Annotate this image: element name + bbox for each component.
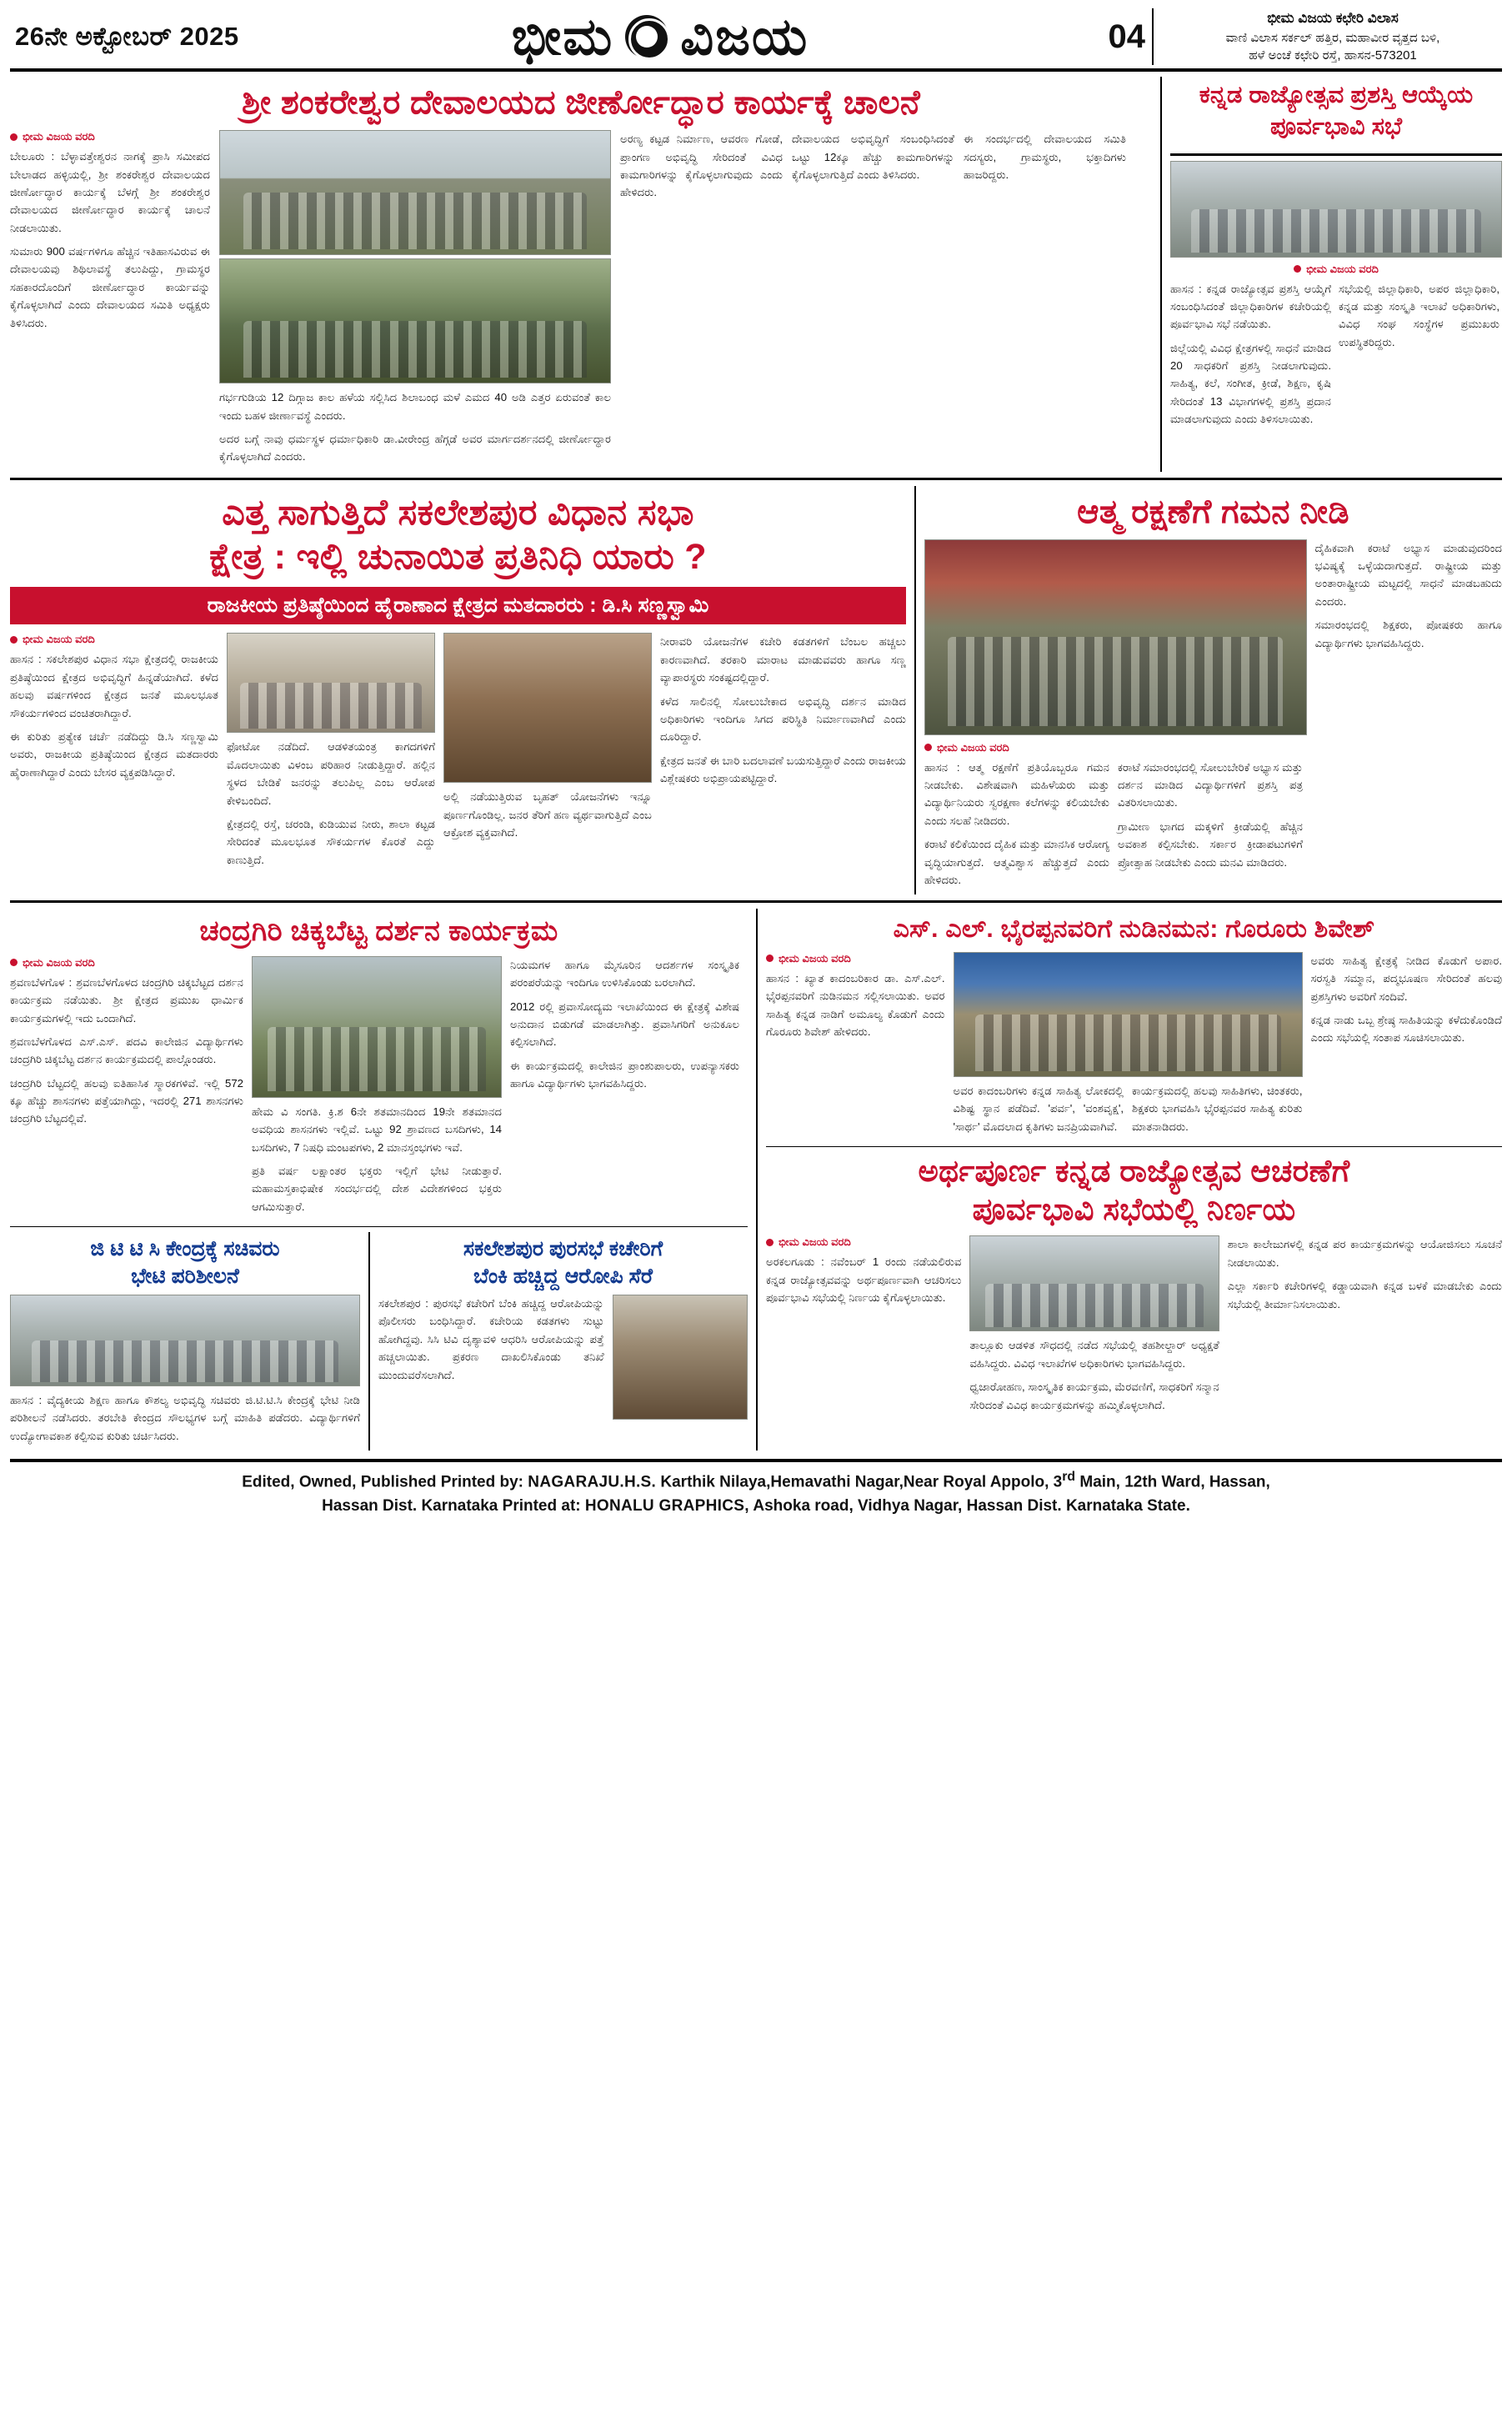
sakleshpur-c2: ಫೋಟೋ ನಡೆದಿದೆ. ಆಡಳಿತಯಂತ್ರ ಕಾಗದಗಳಿಗೆ ಮೊದಲಾಯಿತು ವಿಳಂಬ ಪರಿಹಾರ ನೀಡುತ್ತಿದ್ದಾರೆ. ಹಲ್ಲಿನ ಸ್ಥಳದ ಬೇಡಿಕೆ ಜನರನ್ನು ತಲುಪಿಲ್ಲ ಎಂಬ ಆರೋಪ ಕೇಳಿಬಂದಿದೆ. (227, 740, 435, 807)
kannada-meet-col3 (1228, 1235, 1502, 1313)
arson-text (378, 1295, 604, 1384)
self-defence-col2 (1118, 759, 1303, 871)
chandragiri-c3c: ಈ ಕಾರ್ಯಕ್ರಮದಲ್ಲಿ ಕಾಲೇಜಿನ ಪ್ರಾಂಶುಪಾಲರು, ಉಪನ್ಯಾಸಕರು ಹಾಗೂ ವಿದ್ಯಾರ್ಥಿಗಳು ಭಾಗವಹಿಸಿದ್ದರು. (510, 1059, 739, 1090)
page-number: 04 (1108, 18, 1145, 55)
imprint-line1-post2: Main, 12th Ward, Hassan, (1075, 1473, 1270, 1491)
lead-article (10, 77, 1152, 472)
self-defence-c4: ದೈಹಿಕವಾಗಿ ಕರಾಟೆ ಅಭ್ಯಾಸ ಮಾಡುವುದರಿಂದ ಭವಿಷ್ಯಕ್ಕೆ ಒಳ್ಳೆಯದಾಗುತ್ತದೆ. ರಾಷ್ಟ್ರೀಯ ಮತ್ತು ಅಂತಾರಾಷ್ಟ್ರೀಯ ಮಟ್ಟದಲ್ಲಿ ಸಾಧನೆ ಮಾಡಬಹುದು ಎಂದರು. (1314, 541, 1502, 608)
lead-col5 (964, 130, 1126, 183)
gttc-text (10, 1391, 360, 1445)
kannada-meet-byline (766, 1235, 961, 1249)
arson-arrest-article (368, 1232, 748, 1451)
self-defence-col3 (1315, 539, 1502, 652)
byline-dot-icon (766, 954, 774, 962)
imprint-ordinal-suffix: rd (1062, 1470, 1076, 1485)
printer-name: HONALU GRAPHICS, (584, 1496, 749, 1515)
lead-byline (10, 130, 210, 143)
bhyrappa-col1 (766, 970, 945, 1041)
sakleshpur-headline-line2: ಕ್ಷೇತ್ರ : ಇಲ್ಲಿ ಚುನಾಯಿತ ಪ್ರತಿನಿಧಿ ಯಾರು ? (209, 537, 707, 578)
rajyotsava-col2 (1339, 280, 1499, 352)
sakleshpur-col1 (10, 650, 218, 781)
section-divider-3 (10, 1226, 748, 1227)
chandragiri-article (10, 909, 748, 1451)
arson-headline (378, 1235, 748, 1290)
imprint-line1 (10, 1467, 1502, 1495)
lead-headline: ಶ್ರೀ ಶಂಕರೇಶ್ವರ ದೇವಾಲಯದ ಜೀರ್ಣೋದ್ಧಾರ ಕಾರ್ಯಕ್ಕೆ ಚಾಲನೆ (241, 84, 920, 122)
gttc-article (10, 1232, 360, 1451)
bhyrappa-headline: ಎಸ್. ಎಲ್. ಭೈರಪ್ಪನವರಿಗೆ ನುಡಿನಮನ: ಗೊರೂರು ಶಿವೇಶ್ (893, 915, 1375, 944)
sakleshpur-c3: ಅಲ್ಲಿ ನಡೆಯುತ್ತಿರುವ ಬೃಹತ್ ಯೋಜನೆಗಳು ಇನ್ನೂ ಪೂರ್ಣಗೊಂಡಿಲ್ಲ. ಜನರ ತೆರಿಗೆ ಹಣ ವ್ಯರ್ಥವಾಗುತ್ತಿದೆ ಎಂಬ ಆಕ್ರೋಶ ವ್ಯಕ್ತವಾಗಿದೆ. (443, 790, 652, 839)
byline-dot-icon (1294, 265, 1301, 273)
rajyotsava-col1 (1170, 280, 1331, 428)
bhyrappa-article (766, 914, 1502, 1141)
dc-sannaswamy-portrait (443, 633, 652, 783)
chandragiri-c2: ಹೇಮ ವಿ ಸಂಗತಿ. ಕ್ರಿ.ಶ 6ನೇ ಶತಮಾನದಿಂದ 19ನೇ ಶತಮಾನದ ಅವಧಿಯ ಶಾಸನಗಳು ಇಲ್ಲಿವೆ. ಒಟ್ಟು 92 ಶ್ರಾವಣದ ಬಸದಿಗಳು, 14 ಬಸದಿಗಳು, 7 ನಿಷಧಿ ಮಂಟಪಗಳು, 2 ಮಾನಸ್ತಂಭಗಳು ಇವೆ. (252, 1105, 502, 1154)
self-defence-c3: ಕರಾಟೆ ಕಲಿಕೆಯಿಂದ ದೈಹಿಕ ಮತ್ತು ಮಾನಸಿಕ ಆರೋಗ್ಯ ವೃದ್ಧಿಯಾಗುತ್ತದೆ. ಆತ್ಮವಿಶ್ವಾಸ ಹೆಚ್ಚುತ್ತದೆ ಎಂದು ಹೇಳಿದರು. (924, 838, 1109, 886)
masthead (10, 8, 1502, 72)
sakleshpur-c4: ನೀರಾವರಿ ಯೋಜನೆಗಳ ಕಚೇರಿ ಕಡತಗಳಿಗೆ ಬೆಂಬಲ ಹಚ್ಚಲು ಕಾರಣವಾಗಿದೆ. ತರಕಾರಿ ಮಾರಾಟ ಮಾಡುವವರು ಹಾಗೂ ಸಣ್ಣ ವ್ಯಾಪಾರಸ್ಥರು ಸಂಕಷ್ಟದಲ್ಲಿದ್ದಾರೆ. (660, 635, 906, 684)
gttc-headline (10, 1235, 360, 1290)
chandragiri-byline-text: ಭೀಮ ವಿಜಯ ವರದಿ (23, 955, 95, 969)
kannada-meet-byline-text: ಭೀಮ ವಿಜಯ ವರದಿ (779, 1235, 851, 1249)
chandragiri-c3b: 2012 ರಲ್ಲಿ ಪ್ರವಾಸೋದ್ಯಮ ಇಲಾಖೆಯಿಂದ ಈ ಕ್ಷೇತ್ರಕ್ಕೆ ವಿಶೇಷ ಅನುದಾನ ಬಿಡುಗಡೆ ಮಾಡಲಾಗಿತ್ತು. ಪ್ರವಾಸಿಗರಿಗೆ ಅನುಕೂಲ ಕಲ್ಪಿಸಲಾಗಿದೆ. (510, 1000, 739, 1049)
chandragiri-col1 (10, 974, 243, 1128)
sakleshpur-headline-line1: ಎತ್ತ ಸಾಗುತ್ತಿದೆ ಸಕಲೇಶಪುರ ವಿಧಾನ ಸಭಾ (222, 492, 694, 533)
kannada-meet-c3: ಧ್ವಜಾರೋಹಣ, ಸಾಂಸ್ಕೃತಿಕ ಕಾರ್ಯಕ್ರಮ, ಮೆರವಣಿಗೆ, ಸಾಧಕರಿಗೆ ಸನ್ಮಾನ ಸೇರಿದಂತೆ ವಿವಿಧ ಕಾರ್ಯಕ್ರಮಗಳನ್ನು ಹಮ್ಮಿಕೊಳ್ಳಲಾಗಿದೆ. (969, 1380, 1219, 1411)
sakleshpur-c5: ಕಳೆದ ಸಾಲಿನಲ್ಲಿ ಸೋಲುಬೇಕಾದ ಅಭಿವೃದ್ಧಿ ದರ್ಶನ ಮಾಡಿದ ಅಧಿಕಾರಿಗಳು ಇಂದಿಗೂ ಸಿಗದ ಪರಿಸ್ಥಿತಿ ನಿರ್ಮಾಣವಾಗಿದೆ ಎಂದು ದೂರಿದ್ದಾರೆ. (660, 694, 906, 744)
newspaper-logo-icon (625, 15, 668, 58)
chandragiri-byline (10, 956, 243, 970)
accused-photo (613, 1295, 748, 1420)
karate-award-photo (924, 539, 1307, 735)
bhyrappa-byline-text: ಭೀಮ ವಿಜಯ ವರದಿ (779, 951, 851, 965)
rajyotsava-headline (1170, 80, 1502, 143)
bhyrappa-c5: ಕನ್ನಡ ನಾಡು ಒಬ್ಬ ಶ್ರೇಷ್ಠ ಸಾಹಿತಿಯನ್ನು ಕಳೆದುಕೊಂಡಿದೆ ಎಂದು ಸಭೆಯಲ್ಲಿ ಸಂತಾಪ ಸೂಚಿಸಲಾಯಿತು. (1310, 1013, 1502, 1045)
kannada-meet-headline (766, 1152, 1502, 1230)
rajyotsava-p2: ಜಿಲ್ಲೆಯಲ್ಲಿ ವಿವಿಧ ಕ್ಷೇತ್ರಗಳಲ್ಲಿ ಸಾಧನೆ ಮಾಡಿದ 20 ಸಾಧಕರಿಗೆ ಪ್ರಶಸ್ತಿ ನೀಡಲಾಗುವುದು. ಸಾಹಿತ್ಯ, ಕಲೆ, ಸಂಗೀತ, ಕ್ರೀಡೆ, ಶಿಕ್ಷಣ, ಕೃಷಿ ಸೇರಿದಂತೆ 13 ವಿಭಾಗಗಳಲ್ಲಿ ಪ್ರಶಸ್ತಿ ಪ್ರದಾನ ಮಾಡಲಾಗುವುದು ಎಂದು ತಿಳಿಸಲಾಯಿತು. (1170, 341, 1331, 426)
office-photo (227, 633, 435, 733)
bhyrappa-col2 (954, 1082, 1124, 1135)
sakleshpur-byline-text: ಭೀಮ ವಿಜಯ ವರದಿ (23, 633, 95, 646)
lead-col2-p2: ಅದರ ಬಗ್ಗೆ ನಾವು ಧರ್ಮಸ್ಥಳ ಧರ್ಮಾಧಿಕಾರಿ ಡಾ.ವೀರೇಂದ್ರ ಹೆಗ್ಗಡೆ ಅವರ ಮಾರ್ಗದರ್ಶನದಲ್ಲಿ ಜೀರ್ಣೋದ್ಧಾರ ಕೈಗೊಳ್ಳಲಾಗಿದೆ ಎಂದರು. (219, 432, 611, 463)
lead-col3 (620, 130, 783, 202)
section-divider-1 (10, 478, 1502, 480)
kannada-rajyotsava-article (766, 1152, 1502, 1420)
lead-col2-p1: ಗರ್ಭಗುಡಿಯ 12 ದಿಗ್ಗಾಜ ಕಾಲ ಹಳೆಯ ಸಲ್ಲಿಸಿದ ಶಿಲಾಬಂಧ ಮಳೆ ಎಮದ 40 ಅಡಿ ಎತ್ತರ ಏರುವಂತೆ ಕಾಲ ಇಂದು ಬಹಳ ಜೀರ್ಣಾವಸ್ಥೆ ಎಂದರು. (219, 391, 611, 422)
bhyrappa-col3 (1132, 1082, 1303, 1135)
sakleshpur-c2b: ಕ್ಷೇತ್ರದಲ್ಲಿ ರಸ್ತೆ, ಚರಂಡಿ, ಕುಡಿಯುವ ನೀರು, ಶಾಲಾ ಕಟ್ಟಡ ಸೇರಿದಂತೆ ಮೂಲಭೂತ ಸೌಕರ್ಯಗಳ ಕೊರತೆ ಎದ್ದು ಕಾಣುತ್ತಿದೆ. (227, 817, 435, 866)
lead-col1-p1: ಬೇಲೂರು : ಬೆಳ್ಳಾವತ್ತೇಶ್ವರನ ನಾಗಕ್ಕೆ ಪ್ರಾಸಿ ಸಮೀಪದ ಬೇಲಾಡದ ಹಳ್ಳಿಯಲ್ಲಿ, ಶ್ರೀ ಶಂಕರೇಶ್ವರ ದೇವಾಲಯದ ಜೀರ್ಣೋದ್ಧಾರ ಕಾರ್ಯಕ್ಕೆ ಬೆಳಗ್ಗೆ ಶ್ರೀ ಶಂಕರೇಶ್ವರ ದೇವಾಲಯದ ಜೀರ್ಣೋದ್ಧಾರ ಕಾರ್ಯಕ್ಕೆ ಚಾಲನೆ ನೀಡಲಾಯಿತು. (10, 150, 210, 234)
temple-photo (219, 130, 611, 255)
chandragiri-c2b: ಪ್ರತಿ ವರ್ಷ ಲಕ್ಷಾಂತರ ಭಕ್ತರು ಇಲ್ಲಿಗೆ ಭೇಟಿ ನೀಡುತ್ತಾರೆ. ಮಹಾಮಸ್ತಕಾಭಿಷೇಕ ಸಂದರ್ಭದಲ್ಲಿ ದೇಶ ವಿದೇಶಗಳಿಂದ ಭಕ್ತರು ಆಗಮಿಸುತ್ತಾರೆ. (252, 1164, 502, 1213)
chandragiri-headline: ಚಂದ್ರಗಿರಿ ಚಿಕ್ಕಬೆಟ್ಟ ದರ್ಶನ ಕಾರ್ಯಕ್ರಮ (199, 915, 558, 948)
lead-col3-p1: ಅರಣ್ಯ ಕಟ್ಟಡ ನಿರ್ಮಾಣ, ಆವರಣ ಗೋಡೆ, ಪ್ರಾಂಗಣ ಅಭಿವೃದ್ಧಿ ಸೇರಿದಂತೆ ವಿವಿಧ ಕಾಮಗಾರಿಗಳನ್ನು ಕೈಗೊಳ್ಳಲಾಗುವುದು ಎಂದು ಹೇಳಿದರು. (620, 133, 783, 199)
kannada-meet-col1 (766, 1253, 961, 1306)
self-defence-article (914, 486, 1502, 895)
kannada-meet-photo (969, 1235, 1219, 1331)
chandragiri-procession-photo (252, 956, 502, 1098)
title-right-text: ವಿಜಯ (680, 8, 809, 66)
self-defence-byline (924, 741, 1307, 754)
sakleshpur-subhead: ರಾಜಕೀಯ ಪ್ರತಿಷ್ಠೆಯಿಂದ ಹೈರಾಣಾದ ಕ್ಷೇತ್ರದ ಮತದಾರರು : ಡಿ.ಸಿ ಸಣ್ಣಸ್ವಾಮಿ (10, 587, 906, 624)
chandragiri-col3 (510, 956, 739, 1093)
byline-dot-icon (766, 1239, 774, 1246)
arson-headline-line1: ಸಕಲೇಶಪುರ ಪುರಸಭೆ ಕಚೇರಿಗೆ (463, 1237, 663, 1261)
bhyrappa-stage-photo (954, 952, 1303, 1077)
bhyrappa-c4: ಅವರು ಸಾಹಿತ್ಯ ಕ್ಷೇತ್ರಕ್ಕೆ ನೀಡಿದ ಕೊಡುಗೆ ಅಪಾರ. ಸರಸ್ವತಿ ಸಮ್ಮಾನ, ಪದ್ಮಭೂಷಣ ಸೇರಿದಂತೆ ಹಲವು ಪ್ರಶಸ್ತಿಗಳು ಅವರಿಗೆ ಸಂದಿವೆ. (1310, 954, 1502, 1003)
office-address-line1: ಭೀಮ ವಿಜಯ ಕಛೇರಿ ವಿಲಾಸ (1267, 10, 1399, 26)
rajyotsava-p3: ಸಭೆಯಲ್ಲಿ ಜಿಲ್ಲಾಧಿಕಾರಿ, ಅಪರ ಜಿಲ್ಲಾಧಿಕಾರಿ, ಕನ್ನಡ ಮತ್ತು ಸಂಸ್ಕೃತಿ ಇಲಾಖೆ ಅಧಿಕಾರಿಗಳು, ವಿವಿಧ ಸಂಘ ಸಂಸ್ಥೆಗಳ ಪ್ರಮುಖರು ಉಪಸ್ಥಿತರಿದ್ದರು. (1339, 282, 1499, 348)
publication-date: 26ನೇ ಅಕ್ಟೋಬರ್ 2025 (15, 21, 239, 51)
sakleshpur-headline (10, 491, 906, 581)
gttc-visit-photo (10, 1295, 360, 1386)
kannada-meet-c4: ಶಾಲಾ ಕಾಲೇಜುಗಳಲ್ಲಿ ಕನ್ನಡ ಪರ ಕಾರ್ಯಕ್ರಮಗಳನ್ನು ಆಯೋಜಿಸಲು ಸೂಚನೆ ನೀಡಲಾಯಿತು. (1227, 1238, 1502, 1269)
bhyrappa-col4 (1311, 952, 1502, 1047)
kannada-meet-headline-line1: ಅರ್ಥಪೂರ್ಣ ಕನ್ನಡ ರಾಜ್ಯೋತ್ಸವ ಆಚರಣೆಗೆ (918, 1153, 1350, 1188)
lead-group-photo (219, 258, 611, 383)
byline-dot-icon (924, 744, 932, 751)
imprint-line1-pre: Edited, Owned, Published Printed by: (242, 1473, 524, 1491)
arson-headline-line2: ಬೆಂಕಿ ಹಚ್ಚಿದ್ದ ಆರೋಪಿ ಸೆರೆ (473, 1264, 653, 1288)
rajyotsava-byline (1170, 263, 1502, 276)
office-address-line3: ಹಳೆ ಅಂಚೆ ಕಛೇರಿ ರಸ್ತೆ, ಹಾಸನ-573201 (1249, 48, 1417, 63)
lead-byline-text: ಭೀಮ ವಿಜಯ ವರದಿ (23, 130, 95, 143)
kannada-meet-c5: ಎಲ್ಲಾ ಸರ್ಕಾರಿ ಕಚೇರಿಗಳಲ್ಲಿ ಕಡ್ಡಾಯವಾಗಿ ಕನ್ನಡ ಬಳಕೆ ಮಾಡಬೇಕು ಎಂದು ಸಭೆಯಲ್ಲಿ ತೀರ್ಮಾನಿಸಲಾಯಿತು. (1227, 1280, 1502, 1310)
sakleshpur-article (10, 486, 906, 895)
rajyotsava-award-article (1160, 77, 1502, 472)
imprint-line2-pre: Hassan Dist. Karnataka (322, 1496, 498, 1515)
byline-dot-icon (10, 959, 18, 966)
bhyrappa-c3: ಕಾರ್ಯಕ್ರಮದಲ್ಲಿ ಹಲವು ಸಾಹಿತಿಗಳು, ಚಿಂತಕರು, ಶಿಕ್ಷಕರು ಭಾಗವಹಿಸಿ ಭೈರಪ್ಪನವರ ಸಾಹಿತ್ಯ ಕುರಿತು ಮಾತನಾಡಿದರು. (1132, 1084, 1303, 1133)
self-defence-byline-text: ಭೀಮ ವಿಜಯ ವರದಿ (937, 740, 1009, 754)
imprint-line2 (10, 1495, 1502, 1519)
rajyotsava-byline-text: ಭೀಮ ವಿಜಯ ವರದಿ (1306, 262, 1379, 275)
bhyrappa-c2: ಅವರ ಕಾದಂಬರಿಗಳು ಕನ್ನಡ ಸಾಹಿತ್ಯ ಲೋಕದಲ್ಲಿ ವಿಶಿಷ್ಟ ಸ್ಥಾನ ಪಡೆದಿವೆ. 'ಪರ್ವ', 'ವಂಶವೃಕ್ಷ', 'ಸಾರ್ಥ' ಮೊದಲಾದ ಕೃತಿಗಳು ಜನಪ್ರಿಯವಾಗಿವೆ. (953, 1084, 1124, 1133)
lead-col1-p2: ಸುಮಾರು 900 ವರ್ಷಗಳಿಗೂ ಹೆಚ್ಚಿನ ಇತಿಹಾಸವಿರುವ ಈ ದೇವಾಲಯವು ಶಿಥಿಲಾವಸ್ಥೆ ತಲುಪಿದ್ದು, ಗ್ರಾಮಸ್ಥರ ಸಹಕಾರದೊಂದಿಗೆ ಜೀರ್ಣೋದ್ಧಾರ ಕಾರ್ಯವನ್ನು ಕೈಗೊಳ್ಳಲಾಗಿದೆ ಎಂದು ದೇವಾಲಯದ ಸಮಿತಿ ಅಧ್ಯಕ್ಷರು ತಿಳಿಸಿದರು. (10, 245, 210, 329)
office-address-line2: ವಾಣಿ ವಿಲಾಸ ಸರ್ಕಲ್ ಹತ್ತಿರ, ಮಹಾವೀರ ವೃತ್ತದ ಬಳಿ, (1225, 30, 1440, 45)
rajyotsava-headline-text: ಕನ್ನಡ ರಾಜ್ಯೋತ್ಸವ ಪ್ರಶಸ್ತಿ ಆಯ್ಕೆಯ ಪೂರ್ವಭಾವಿ ಸಭೆ (1199, 82, 1474, 140)
lead-col4 (792, 130, 954, 183)
byline-dot-icon (10, 636, 18, 644)
chandragiri-col2 (252, 1103, 502, 1215)
sakleshpur-c1b: ಈ ಕುರಿತು ಪ್ರತ್ಯೇಕ ಚರ್ಚೆ ನಡೆದಿದ್ದು ಡಿ.ಸಿ ಸಣ್ಣಸ್ವಾಮಿ ಅವರು, ರಾಜಕೀಯ ಪ್ರತಿಷ್ಠೆಯಿಂದ ಕ್ಷೇತ್ರದ ಮತದಾರರು ಹೈರಾಣಾಗಿದ್ದಾರೆ ಎಂದು ಬೇಸರ ವ್ಯಕ್ತಪಡಿಸಿದ್ದಾರೆ. (10, 729, 218, 779)
rajyotsava-meeting-photo (1170, 161, 1502, 258)
kannada-meet-c1: ಅರಕಲಗೂಡು : ನವೆಂಬರ್ 1 ರಂದು ನಡೆಯಲಿರುವ ಕನ್ನಡ ರಾಜ್ಯೋತ್ಸವವನ್ನು ಅರ್ಥಪೂರ್ಣವಾಗಿ ಆಚರಿಸಲು ಪೂರ್ವಭಾವಿ ಸಭೆಯಲ್ಲಿ ನಿರ್ಣಯ ಕೈಗೊಳ್ಳಲಾಯಿತು. (766, 1255, 962, 1305)
title-left-text: ಭೀಮ (511, 8, 614, 66)
chandragiri-c1: ಶ್ರವಣಬೆಳಗೊಳ : ಶ್ರವಣಬೆಳಗೊಳದ ಚಂದ್ರಗಿರಿ ಚಿಕ್ಕಬೆಟ್ಟದ ದರ್ಶನ ಕಾರ್ಯಕ್ರಮ ನಡೆಯಿತು. ಶ್ರೀ ಕ್ಷೇತ್ರದ ಪ್ರಮುಖ ಧಾರ್ಮಿಕ ಕಾರ್ಯಕ್ರಮಗಳಲ್ಲಿ ಇದು ಒಂದಾಗಿದೆ. (10, 975, 243, 1025)
newspaper-title (260, 8, 1060, 65)
arson-p1: ಸಕಲೇಶಪುರ : ಪುರಸಭೆ ಕಚೇರಿಗೆ ಬೆಂಕಿ ಹಚ್ಚಿದ್ದ ಆರೋಪಿಯನ್ನು ಪೊಲೀಸರು ಬಂಧಿಸಿದ್ದಾರೆ. ಕಚೇರಿಯ ಕಡತಗಳು ಸುಟ್ಟು ಹೋಗಿದ್ದವು. ಸಿಸಿ ಟಿವಿ ದೃಶ್ಯಾವಳಿ ಆಧರಿಸಿ ಆರೋಪಿಯನ್ನು ಪತ್ತೆ ಹಚ್ಚಲಾಯಿತು. ಪ್ರಕರಣ ದಾಖಲಿಸಿಕೊಂಡು ತನಿಖೆ ಮುಂದುವರೆಸಲಾಗಿದೆ. (378, 1297, 604, 1381)
office-address (1152, 8, 1502, 65)
lead-col5-p1: ಈ ಸಂದರ್ಭದಲ್ಲಿ ದೇವಾಲಯದ ಸಮಿತಿ ಸದಸ್ಯರು, ಗ್ರಾಮಸ್ಥರು, ಭಕ್ತಾದಿಗಳು ಹಾಜರಿದ್ದರು. (964, 133, 1126, 181)
publisher-name: NAGARAJU.H.S. (528, 1473, 657, 1491)
sakleshpur-col3 (443, 788, 652, 841)
self-defence-c5: ಗ್ರಾಮೀಣ ಭಾಗದ ಮಕ್ಕಳಿಗೆ ಕ್ರೀಡೆಯಲ್ಲಿ ಹೆಚ್ಚಿನ ಅವಕಾಶ ಕಲ್ಪಿಸಬೇಕು. ಸರ್ಕಾರ ಕ್ರೀಡಾಪಟುಗಳಿಗೆ ಪ್ರೋತ್ಸಾಹ ನೀಡಬೇಕು ಎಂದು ಮನವಿ ಮಾಡಿದರು. (1118, 819, 1303, 869)
kannada-meet-col2 (969, 1336, 1219, 1414)
lead-col1 (10, 148, 210, 332)
chandragiri-c1b: ಶ್ರವಣಬೆಳಗೊಳದ ಎಸ್.ಎಸ್. ಪದವಿ ಕಾಲೇಜಿನ ವಿದ್ಯಾರ್ಥಿಗಳು ಚಂದ್ರಗಿರಿ ಚಿಕ್ಕಬೆಟ್ಟ ದರ್ಶನ ಕಾರ್ಯಕ್ರಮದಲ್ಲಿ ಪಾಲ್ಗೊಂಡರು. (10, 1035, 243, 1066)
lead-col2 (219, 388, 611, 466)
gttc-p1: ಹಾಸನ : ವೈದ್ಯಕೀಯ ಶಿಕ್ಷಣ ಹಾಗೂ ಕೌಶಲ್ಯ ಅಭಿವೃದ್ಧಿ ಸಚಿವರು ಜಿ.ಟಿ.ಟಿ.ಸಿ ಕೇಂದ್ರಕ್ಕೆ ಭೇಟಿ ನೀಡಿ ಪರಿಶೀಲನೆ ನಡೆಸಿದರು. ತರಬೇತಿ ಕೇಂದ್ರದ ಸೌಲಭ್ಯಗಳ ಬಗ್ಗೆ ಮಾಹಿತಿ ಪಡೆದರು. ವಿದ್ಯಾರ್ಥಿಗಳಿಗೆ ಉದ್ಯೋಗಾವಕಾಶ ಕಲ್ಪಿಸುವ ಕುರಿತು ಚರ್ಚಿಸಿದರು. (10, 1394, 360, 1442)
section-divider-2 (10, 900, 1502, 903)
section-divider-4 (766, 1146, 1502, 1147)
self-defence-c6: ಸಮಾರಂಭದಲ್ಲಿ ಶಿಕ್ಷಕರು, ಪೋಷಕರು ಹಾಗೂ ವಿದ್ಯಾರ್ಥಿಗಳು ಭಾಗವಹಿಸಿದ್ದರು. (1314, 619, 1502, 649)
sakleshpur-col2 (227, 738, 435, 869)
imprint-footer (10, 1459, 1502, 1518)
self-defence-col1 (924, 759, 1109, 889)
lead-col4-p1: ದೇವಾಲಯದ ಅಭಿವೃದ್ಧಿಗೆ ಸಂಬಂಧಿಸಿದಂತೆ ಒಟ್ಟು 12ಕ್ಕೂ ಹೆಚ್ಚು ಕಾಮಗಾರಿಗಳನ್ನು ಕೈಗೊಳ್ಳಲಾಗುತ್ತಿದೆ ಎಂದು ತಿಳಿಸಿದರು. (792, 133, 954, 181)
sakleshpur-c6: ಕ್ಷೇತ್ರದ ಜನತೆ ಈ ಬಾರಿ ಬದಲಾವಣೆ ಬಯಸುತ್ತಿದ್ದಾರೆ ಎಂದು ರಾಜಕೀಯ ವಿಶ್ಲೇಷಕರು ಅಭಿಪ್ರಾಯಪಟ್ಟಿದ್ದಾರೆ. (660, 754, 906, 785)
self-defence-c1: ಹಾಸನ : ಆತ್ಮ ರಕ್ಷಣೆಗೆ ಪ್ರತಿಯೊಬ್ಬರೂ ಗಮನ ನೀಡಬೇಕು. ವಿಶೇಷವಾಗಿ ಮಹಿಳೆಯರು ಮತ್ತು ವಿದ್ಯಾರ್ಥಿನಿಯರು ಸ್ವರಕ್ಷಣಾ ಕಲೆಗಳನ್ನು ಕಲಿಯಬೇಕು ಎಂದು ಸಲಹೆ ನೀಡಿದರು. (924, 760, 1109, 827)
imprint-printed-at-label: Printed at: (502, 1496, 581, 1515)
bhyrappa-byline (766, 952, 945, 965)
sakleshpur-col4 (660, 633, 906, 787)
kannada-meet-headline-line2: ಪೂರ್ವಭಾವಿ ಸಭೆಯಲ್ಲಿ ನಿರ್ಣಯ (972, 1192, 1296, 1227)
imprint-line2-post: Ashoka road, Vidhya Nagar, Hassan Dist. Karnataka State. (753, 1496, 1190, 1515)
gttc-headline-line1: ಜಿ ಟಿ ಟಿ ಸಿ ಕೇಂದ್ರಕ್ಕೆ ಸಚಿವರು (90, 1237, 280, 1261)
rajyotsava-p1: ಹಾಸನ : ಕನ್ನಡ ರಾಜ್ಯೋತ್ಸವ ಪ್ರಶಸ್ತಿ ಆಯ್ಕೆಗೆ ಸಂಬಂಧಿಸಿದಂತೆ ಜಿಲ್ಲಾಧಿಕಾರಿಗಳ ಕಚೇರಿಯಲ್ಲಿ ಪೂರ್ವಭಾವಿ ಸಭೆ ನಡೆಯಿತು. (1170, 282, 1331, 331)
self-defence-c2: ಕರಾಟೆ ಸಮಾರಂಭದಲ್ಲಿ ಸೋಲುಬೇರಿಕೆ ಅಭ್ಯಾಸ ಮತ್ತು ದರ್ಶನ ಮಾಡಿದ ವಿದ್ಯಾರ್ಥಿಗಳಿಗೆ ಪ್ರಶಸ್ತಿ ಪತ್ರ ವಿತರಿಸಲಾಯಿತು. (1118, 760, 1303, 809)
sakleshpur-c1: ಹಾಸನ : ಸಕಲೇಶಪುರ ವಿಧಾನ ಸಭಾ ಕ್ಷೇತ್ರದಲ್ಲಿ ರಾಜಕೀಯ ಪ್ರತಿಷ್ಠೆಯಿಂದ ಕ್ಷೇತ್ರದ ಅಭಿವೃದ್ಧಿಗೆ ಹಿನ್ನಡೆಯಾಗಿದೆ. ಕಳೆದ ಹಲವು ವರ್ಷಗಳಿಂದ ಕ್ಷೇತ್ರದ ಜನತೆ ಮೂಲಭೂತ ಸೌಕರ್ಯಗಳಿಂದ ವಂಚಿತರಾಗಿದ್ದಾರೆ. (10, 653, 218, 719)
bhyrappa-c1: ಹಾಸನ : ಖ್ಯಾತ ಕಾದಂಬರಿಕಾರ ಡಾ. ಎಸ್.ಎಲ್. ಭೈರಪ್ಪನವರಿಗೆ ನುಡಿನಮನ ಸಲ್ಲಿಸಲಾಯಿತು. ಅವರ ಸಾಹಿತ್ಯ ಕನ್ನಡ ನಾಡಿಗೆ ಅಮೂಲ್ಯ ಕೊಡುಗೆ ಎಂದು ಗೊರೂರು ಶಿವೇಶ್ ಹೇಳಿದರು. (766, 971, 945, 1038)
chandragiri-c3: ನಿಯಮಗಳ ಹಾಗೂ ಮೈಸೂರಿನ ಆದರ್ಶಗಳ ಸಂಸ್ಕೃತಿಕ ಪರಂಪರೆಯನ್ನು ಇಂದಿಗೂ ಉಳಿಸಿಕೊಂಡು ಬರಲಾಗಿದೆ. (510, 958, 739, 990)
self-defence-headline: ಆತ್ಮ ರಕ್ಷಣೆಗೆ ಗಮನ ನೀಡಿ (1077, 493, 1349, 530)
chandragiri-c1c: ಚಂದ್ರಗಿರಿ ಬೆಟ್ಟದಲ್ಲಿ ಹಲವು ಐತಿಹಾಸಿಕ ಸ್ಮಾರಕಗಳಿವೆ. ಇಲ್ಲಿ 572 ಕ್ಕೂ ಹೆಚ್ಚು ಶಾಸನಗಳು ಪತ್ತೆಯಾಗಿದ್ದು, ಇದರಲ್ಲಿ 271 ಶಾಸನಗಳು ಚಂದ್ರಗಿರಿ ಬೆಟ್ಟದಲ್ಲಿವೆ. (10, 1076, 243, 1125)
kannada-meet-c2: ತಾಲ್ಲೂಕು ಆಡಳಿತ ಸೌಧದಲ್ಲಿ ನಡೆದ ಸಭೆಯಲ್ಲಿ ತಹಶೀಲ್ದಾರ್ ಅಧ್ಯಕ್ಷತೆ ವಹಿಸಿದ್ದರು. ವಿವಿಧ ಇಲಾಖೆಗಳ ಅಧಿಕಾರಿಗಳು ಭಾಗವಹಿಸಿದ್ದರು. (969, 1339, 1219, 1370)
sakleshpur-byline (10, 633, 218, 646)
imprint-line1-post: Karthik Nilaya,Hemavathi Nagar,Near Royal Appolo, 3 (660, 1473, 1063, 1491)
gttc-headline-line2: ಭೇಟಿ ಪರಿಶೀಲನೆ (131, 1264, 239, 1288)
byline-dot-icon (10, 133, 18, 141)
